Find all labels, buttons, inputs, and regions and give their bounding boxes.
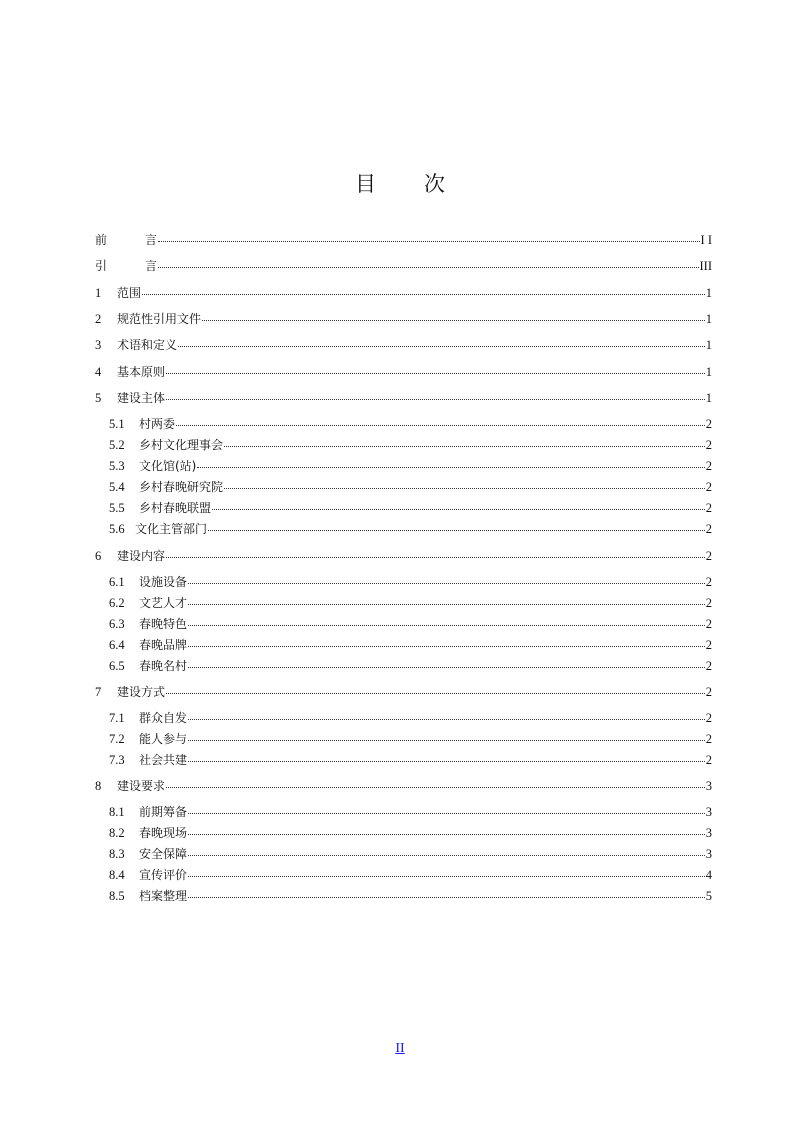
toc-entry-page: 2 (705, 480, 712, 494)
page-title (0, 168, 800, 198)
dot-leader (202, 310, 705, 321)
toc-entry-title: 春晚名村 (139, 659, 188, 673)
toc-entry-number: 8.4 (109, 868, 125, 882)
toc-entry[interactable] (95, 778, 712, 794)
dot-leader (224, 478, 705, 489)
toc-entry-page: 1 (705, 312, 712, 326)
toc-entry-number: 8.1 (109, 805, 125, 819)
toc-entry-title: 乡村春晚联盟 (139, 501, 212, 515)
toc-entry-page: 3 (705, 847, 712, 861)
footer-page-number[interactable]: II (395, 1041, 405, 1056)
dot-leader (158, 257, 698, 268)
dot-leader (188, 824, 705, 835)
toc-entry-number: 6.3 (109, 617, 125, 631)
dot-leader (188, 573, 705, 584)
toc-entry-number: 6.1 (109, 575, 125, 589)
toc-entry-page: 3 (705, 805, 712, 819)
toc-entry-title: 春晚特色 (139, 617, 188, 631)
toc-entry[interactable] (109, 616, 712, 632)
page-title-part1: 目 (355, 172, 376, 196)
dot-leader (188, 730, 705, 741)
toc-entry[interactable] (109, 574, 712, 590)
toc-entry-page: 2 (705, 575, 712, 589)
toc-entry-page: 2 (705, 522, 712, 536)
dot-leader (188, 803, 705, 814)
dot-leader (166, 777, 705, 788)
toc-entry-number: 前 (95, 233, 108, 247)
toc-entry[interactable] (109, 437, 712, 453)
toc-entry-number: 7.1 (109, 711, 125, 725)
toc-entry-title: 范围 (117, 286, 142, 300)
toc-entry-number: 5.4 (109, 480, 125, 494)
toc-entry-page: 2 (705, 549, 712, 563)
dot-leader (142, 284, 705, 295)
toc-entry-page: 2 (705, 711, 712, 725)
toc-entry-page: 2 (705, 617, 712, 631)
dot-leader (188, 615, 705, 626)
toc-entry[interactable] (109, 888, 712, 904)
toc-entry[interactable] (95, 390, 712, 406)
toc-entry-title: 能人参与 (139, 732, 188, 746)
toc-entry-page: 2 (705, 659, 712, 673)
toc-entry[interactable] (95, 232, 712, 248)
toc-entry-page: 1 (705, 391, 712, 405)
dot-leader (188, 866, 705, 877)
toc-entry-number: 5 (95, 391, 102, 405)
toc-entry-page: 3 (705, 826, 712, 840)
toc-entry-title: 建设内容 (117, 549, 166, 563)
toc-entry-number: 1 (95, 286, 102, 300)
toc-entry[interactable] (109, 521, 712, 537)
toc-entry-title: 宣传评价 (139, 868, 188, 882)
toc-entry[interactable] (95, 311, 712, 327)
toc-entry-number: 6 (95, 549, 102, 563)
toc-entry-page: 1 (705, 338, 712, 352)
toc-entry-page: 5 (705, 889, 712, 903)
toc-entry-number: 引 (95, 259, 108, 273)
toc-entry[interactable] (109, 731, 712, 747)
toc-entry-page: 2 (705, 459, 712, 473)
toc-entry-page: I I (700, 233, 712, 247)
dot-leader (208, 520, 705, 531)
toc-entry[interactable] (109, 658, 712, 674)
dot-leader (188, 709, 705, 720)
toc-entry-title: 前期筹备 (139, 805, 188, 819)
toc-entry-title: 术语和定义 (117, 338, 178, 352)
toc-entry[interactable] (109, 458, 712, 474)
toc-entry-title: 言 (145, 233, 158, 247)
dot-leader (188, 887, 705, 898)
dot-leader (188, 751, 705, 762)
dot-leader (188, 594, 705, 605)
toc-entry[interactable] (109, 710, 712, 726)
toc-entry[interactable] (95, 337, 712, 353)
toc-entry[interactable] (95, 684, 712, 700)
toc-entry-title: 村两委 (139, 417, 176, 431)
dot-leader (176, 415, 705, 426)
toc-entry-number: 3 (95, 338, 102, 352)
dot-leader (158, 231, 700, 242)
toc-entry-page: 2 (705, 596, 712, 610)
toc-entry[interactable] (109, 479, 712, 495)
toc-entry-page: 2 (705, 685, 712, 699)
toc-entry[interactable] (95, 364, 712, 380)
toc-entry[interactable] (109, 595, 712, 611)
toc-entry-number: 6.5 (109, 659, 125, 673)
toc-entry-number: 5.1 (109, 417, 125, 431)
toc-entry-page: 1 (705, 365, 712, 379)
toc-entry-number: 7.2 (109, 732, 125, 746)
toc-entry-title: 建设要求 (117, 779, 166, 793)
toc-entry-title: 社会共建 (139, 753, 188, 767)
toc-entry-number: 6.4 (109, 638, 125, 652)
toc-entry[interactable] (109, 825, 712, 841)
toc-entry-page: 2 (705, 438, 712, 452)
toc-entry-title: 规范性引用文件 (117, 312, 202, 326)
toc-entry-title: 文化馆(站) (139, 459, 197, 473)
toc-entry[interactable] (109, 416, 712, 432)
toc-entry-page: 2 (705, 638, 712, 652)
dot-leader (188, 636, 705, 647)
toc-entry-number: 5.6 (109, 522, 125, 536)
toc-entry-title: 春晚品牌 (139, 638, 188, 652)
toc-entry[interactable] (95, 258, 712, 274)
page-title-part2: 次 (424, 172, 445, 196)
toc-entry[interactable] (109, 846, 712, 862)
toc-entry-number: 8.2 (109, 826, 125, 840)
toc-entry-number: 5.5 (109, 501, 125, 515)
dot-leader (166, 389, 705, 400)
toc-entry-page: 2 (705, 732, 712, 746)
toc-entry-page: III (699, 259, 712, 273)
dot-leader (197, 457, 704, 468)
toc-entry-title: 群众自发 (139, 711, 188, 725)
toc-entry-title: 言 (145, 259, 158, 273)
toc-entry[interactable] (109, 804, 712, 820)
toc-entry-page: 2 (705, 501, 712, 515)
dot-leader (178, 336, 705, 347)
toc-entry-number: 5.2 (109, 438, 125, 452)
dot-leader (188, 845, 705, 856)
toc-entry-number: 8 (95, 779, 102, 793)
toc-entry-number: 7 (95, 685, 102, 699)
toc-entry-number: 6.2 (109, 596, 125, 610)
toc-entry-page: 2 (705, 753, 712, 767)
toc-entry-number: 8.5 (109, 889, 125, 903)
toc-entry-number: 2 (95, 312, 102, 326)
dot-leader (166, 547, 705, 558)
toc-entry-number: 8.3 (109, 847, 125, 861)
toc-entry-page: 1 (705, 286, 712, 300)
toc-entry-title: 乡村文化理事会 (139, 438, 224, 452)
toc-entry-title: 文艺人才 (139, 596, 188, 610)
toc-entry[interactable] (95, 548, 712, 564)
toc-entry-number: 7.3 (109, 753, 125, 767)
toc-entry-page: 3 (705, 779, 712, 793)
dot-leader (224, 436, 705, 447)
toc-entry[interactable] (109, 637, 712, 653)
dot-leader (166, 363, 705, 374)
toc-entry[interactable] (95, 285, 712, 301)
dot-leader (212, 499, 705, 510)
dot-leader (188, 657, 705, 668)
toc-entry-title: 春晚现场 (139, 826, 188, 840)
toc-entry-title: 基本原则 (117, 365, 166, 379)
toc-entry-title: 设施设备 (139, 575, 188, 589)
toc-entry-title: 安全保障 (139, 847, 188, 861)
toc-entry-page: 2 (705, 417, 712, 431)
toc-entry-page: 4 (705, 868, 712, 882)
dot-leader (166, 683, 705, 694)
toc-entry-title: 档案整理 (139, 889, 188, 903)
toc-entry-number: 5.3 (109, 459, 125, 473)
toc-entry-title: 乡村春晚研究院 (139, 480, 224, 494)
toc-entry[interactable] (109, 752, 712, 768)
toc-entry-title: 建设方式 (117, 685, 166, 699)
toc-entry[interactable] (109, 867, 712, 883)
toc-entry-title: 建设主体 (117, 391, 166, 405)
toc-entry-number: 4 (95, 365, 102, 379)
toc-entry-title: 文化主管部门 (135, 522, 208, 536)
toc-entry[interactable] (109, 500, 712, 516)
